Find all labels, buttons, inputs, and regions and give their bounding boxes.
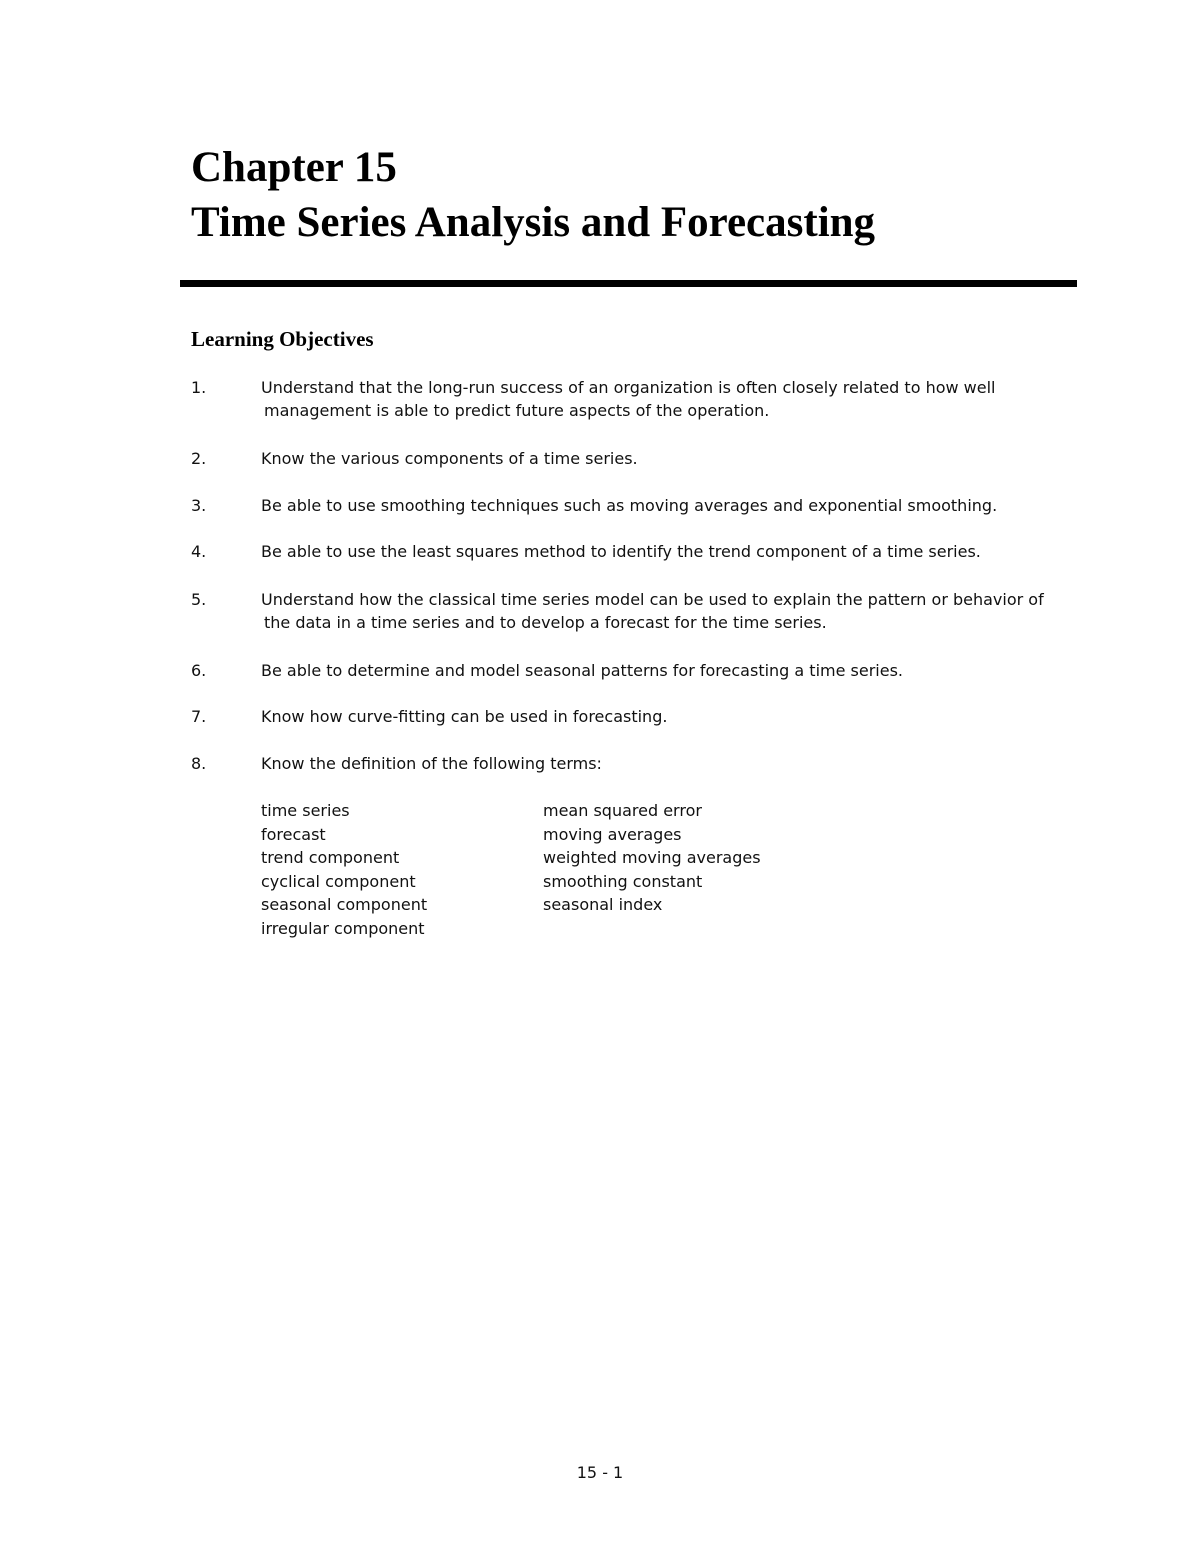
objective-number: 7.	[191, 707, 207, 726]
objective-number: 2.	[191, 449, 207, 468]
heading-divider	[180, 280, 1077, 287]
chapter-title: Time Series Analysis and Forecasting	[191, 199, 876, 246]
objective-number: 8.	[191, 754, 207, 773]
term-item: smoothing constant	[543, 871, 703, 891]
chapter-number: Chapter 15	[191, 144, 397, 191]
term-item: weighted moving averages	[543, 848, 761, 868]
page-number: 15 - 1	[576, 1463, 624, 1482]
objective-text	[261, 376, 1051, 422]
objective-number: 6.	[191, 661, 207, 680]
objective-number: 4.	[191, 542, 207, 561]
objective-text: Be able to determine and model seasonal patterns for forecasting a time series.	[261, 661, 904, 680]
section-heading: Learning Objectives	[191, 327, 374, 351]
term-item: moving averages	[543, 824, 682, 844]
objective-number: 1.	[191, 378, 207, 397]
objective-text: Know the various components of a time series.	[261, 449, 638, 468]
objective-line-1: Understand that the long-run success of an organization is often closely related to how well	[261, 378, 996, 397]
objective-text: Be able to use the least squares method to identify the trend component of a time series.	[261, 542, 981, 561]
objective-text: Know how curve-fitting can be used in forecasting.	[261, 707, 668, 726]
objective-line-2: management is able to predict future aspects of the operation.	[264, 401, 770, 420]
objective-line-1: Understand how the classical time series model can be used to explain the pattern or behavior of	[261, 590, 1044, 609]
term-item: mean squared error	[543, 801, 702, 820]
objective-number: 3.	[191, 496, 207, 515]
term-item: time series	[261, 801, 350, 820]
term-item: trend component	[261, 848, 400, 868]
terms-column-right	[543, 799, 761, 917]
objective-text: Be able to use smoothing techniques such as moving averages and exponential smoothing.	[261, 496, 998, 515]
objective-number: 5.	[191, 590, 207, 609]
objective-text: Know the definition of the following terms:	[261, 754, 602, 773]
term-item: forecast	[261, 824, 326, 844]
term-item: seasonal component	[261, 895, 428, 915]
term-item: cyclical component	[261, 871, 416, 891]
objective-line-2: the data in a time series and to develop a forecast for the time series.	[264, 613, 827, 632]
objective-text	[261, 588, 1051, 634]
chapter-heading	[191, 140, 875, 250]
term-item: seasonal index	[543, 895, 663, 915]
terms-column-left	[261, 799, 427, 941]
term-item: irregular component	[261, 918, 425, 938]
